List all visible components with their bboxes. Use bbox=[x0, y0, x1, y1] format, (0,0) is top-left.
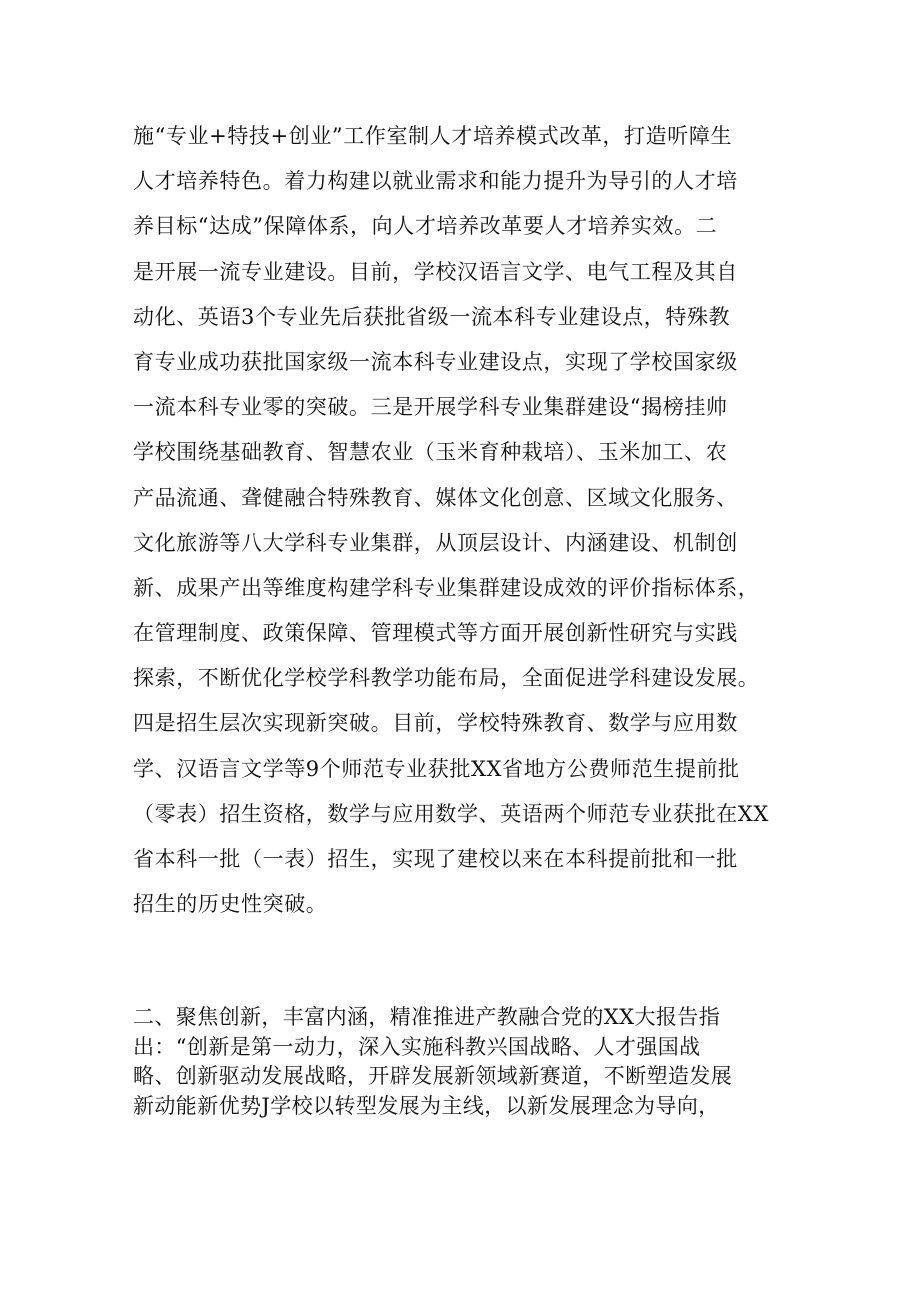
text-line: 新、成果产出等维度构建学科专业集群建设成效的评价指标体系， bbox=[133, 575, 760, 600]
text-line: 学校围绕基础教育、智慧农业（玉米育种栽培）、玉米加工、农 bbox=[133, 440, 728, 465]
text-line: （零表）招生资格，数学与应用数学、英语两个师范专业获批在XX bbox=[133, 801, 769, 826]
text-line: 出：“创新是第一动力，深入实施科教兴国战略、人才强国战 bbox=[133, 1034, 701, 1059]
text-line: 学、汉语言文学等9个师范专业获批XX省地方公费师范生提前批 bbox=[133, 756, 740, 781]
text-line: 四是招生层次实现新突破。目前，学校特殊教育、数学与应用数 bbox=[133, 711, 738, 736]
text-line: 养目标“达成”保障体系，向人才培养改革要人才培养实效。二 bbox=[133, 214, 718, 239]
text-line: 人才培养特色。着力构建以就业需求和能力提升为导引的人才培 bbox=[133, 169, 738, 194]
text-line: 在管理制度、政策保障、管理模式等方面开展创新性研究与实践 bbox=[133, 621, 738, 646]
text-line: 略、创新驱动发展战略，开辟发展新领域新赛道，不断塑造发展 bbox=[133, 1064, 733, 1088]
body-paragraph bbox=[133, 114, 823, 927]
text-line: 新动能新优势J学校以转型发展为主线，以新发展理念为导向， bbox=[133, 1093, 720, 1118]
text-line: 动化、英语3个专业先后获批省级一流本科专业建设点，特殊教 bbox=[133, 304, 731, 329]
text-line: 产品流通、聋健融合特殊教育、媒体文化创意、区域文化服务、 bbox=[133, 485, 738, 510]
text-line: 育专业成功获批国家级一流本科专业建设点，实现了学校国家级 bbox=[133, 349, 738, 374]
text-line: 省本科一批（一表）招生，实现了建校以来在本科提前批和一批 bbox=[133, 847, 738, 871]
section-paragraph bbox=[133, 1003, 823, 1121]
text-line: 一流本科专业零的突破。三是开展学科专业集群建设“揭榜挂帅 bbox=[133, 395, 728, 420]
text-line: 文化旅游等八大学科专业集群，从顶层设计、内涵建设、机制创 bbox=[133, 530, 738, 555]
text-line: 是开展一流专业建设。目前，学校汉语言文学、电气工程及其自 bbox=[133, 259, 738, 284]
text-line: 探索，不断优化学校学科教学功能布局，全面促进学科建设发展。 bbox=[133, 666, 760, 691]
text-line: 招生的历史性突破。 bbox=[133, 892, 328, 917]
text-line: 施“专业+特技+创业”工作室制人才培养模式改革，打造听障生 bbox=[133, 124, 733, 148]
section-heading-line: 二、聚焦创新，丰富内涵，精准推进产教融合党的XX大报告指 bbox=[133, 1005, 721, 1029]
